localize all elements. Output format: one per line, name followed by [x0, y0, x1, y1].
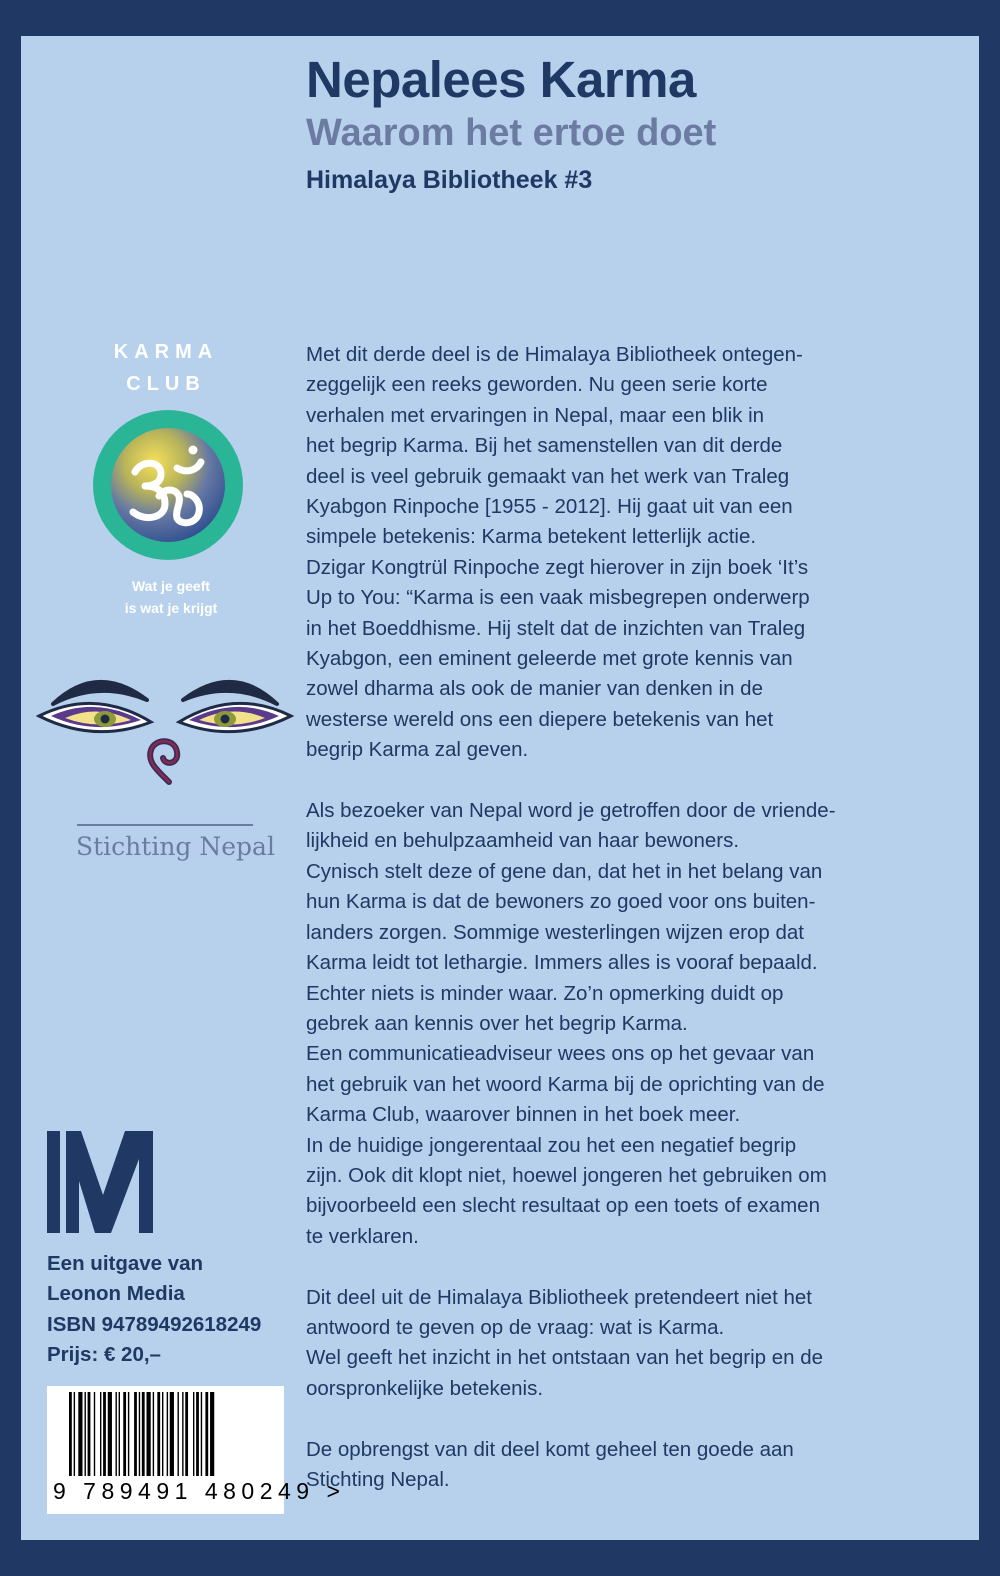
om-symbol-icon [93, 410, 243, 560]
book-subtitle: Waarom het ertoe doet [306, 112, 717, 154]
price: Prijs: € 20,– [47, 1343, 161, 1367]
stichting-nepal-logo: Stichting Nepal [76, 832, 275, 861]
back-cover [21, 36, 979, 1540]
tagline-line1: Wat je geeft [131, 578, 211, 594]
blurb [306, 340, 926, 1526]
publisher-line1: Een uitgave van [47, 1252, 204, 1275]
publisher-info [47, 1249, 261, 1371]
lm-logo-icon [47, 1131, 157, 1233]
karma-club-tagline [81, 575, 261, 619]
blurb-paragraph-4: De opbrengst van dit deel komt geheel ten goede aan Stichting Nepal. [306, 1437, 794, 1491]
buddha-eyes-icon [35, 666, 295, 806]
book-title: Nepalees Karma [306, 51, 696, 108]
isbn: ISBN 94789492618249 [47, 1312, 262, 1336]
barcode-number: 9 789491 480249 > [53, 1478, 346, 1504]
blurb-paragraph-1: Met dit derde deel is de Himalaya Bibliotheek ontegen- zeggelijk een reeks geworden. Nu geen serie korte verhalen met ervaringen in Nepal, maar een blik in het begrip Karma. Bij het samenstellen van dit derde deel is veel gebruik gemaakt van het werk van Traleg Kyabgon Rinpoche [1955 - 2012]. Hij gaat uit van een simpele betekenis: Karma betekent letterlijk actie. Dzigar Kongtrül Rinpoche zegt hierover in zijn boek ‘It’s Up to You: “Karma is een vaak misbegrepen onderwerp in het Boeddhisme. Hij stelt dat de inzichten van Traleg Kyabgon, een eminent geleerde met grote kennis van zowel dharma als ook de manier van denken in de westerse wereld ons een diepere betekenis van het begrip Karma zal geven. [306, 343, 810, 762]
barcode [47, 1386, 346, 1514]
series-label: Himalaya Bibliotheek #3 [306, 166, 593, 194]
blurb-paragraph-3: Dit deel uit de Himalaya Bibliotheek pretendeert niet het antwoord te geven op de vraag: wat is Karma. Wel geeft het inzicht in het ontstaan van het begrip en de oorspronkelijke betekenis. [306, 1285, 824, 1400]
tagline-line2: is wat je krijgt [124, 600, 218, 616]
blurb-paragraph-2: Als bezoeker van Nepal word je getroffen door de vriende- lijkheid en behulpzaamheid van haar bewoners. Cynisch stelt deze of gene dan, dat het in het belang van hun Karma is dat de bewoners zo goed voor ons buiten- landers zorgen. Sommige westerlingen wijzen erop dat Karma leidt tot lethargie. Immers alles is vooraf bepaald. Echter niets is minder waar. Zo’n opmerking duidt op gebrek aan kennis over het begrip Karma. Een communicatieadviseur wees ons op het gevaar van het gebruik van het woord Karma bij de oprichting van de Karma Club, waarover binnen in het boek meer. In de huidige jongerentaal zou het een negatief begrip zijn. Ook dit klopt niet, hoewel jongeren het gebruiken om bijvoorbeeld een slecht resultaat op een toets of examen te verklaren. [306, 799, 836, 1248]
stichting-divider [77, 824, 253, 826]
karma-club-line1: KARMA [113, 341, 219, 363]
karma-club-line2: CLUB [126, 373, 206, 395]
barcode-icon [47, 1386, 284, 1478]
publisher-name: Leonon Media [47, 1282, 185, 1306]
karma-club-wordmark [91, 336, 241, 400]
